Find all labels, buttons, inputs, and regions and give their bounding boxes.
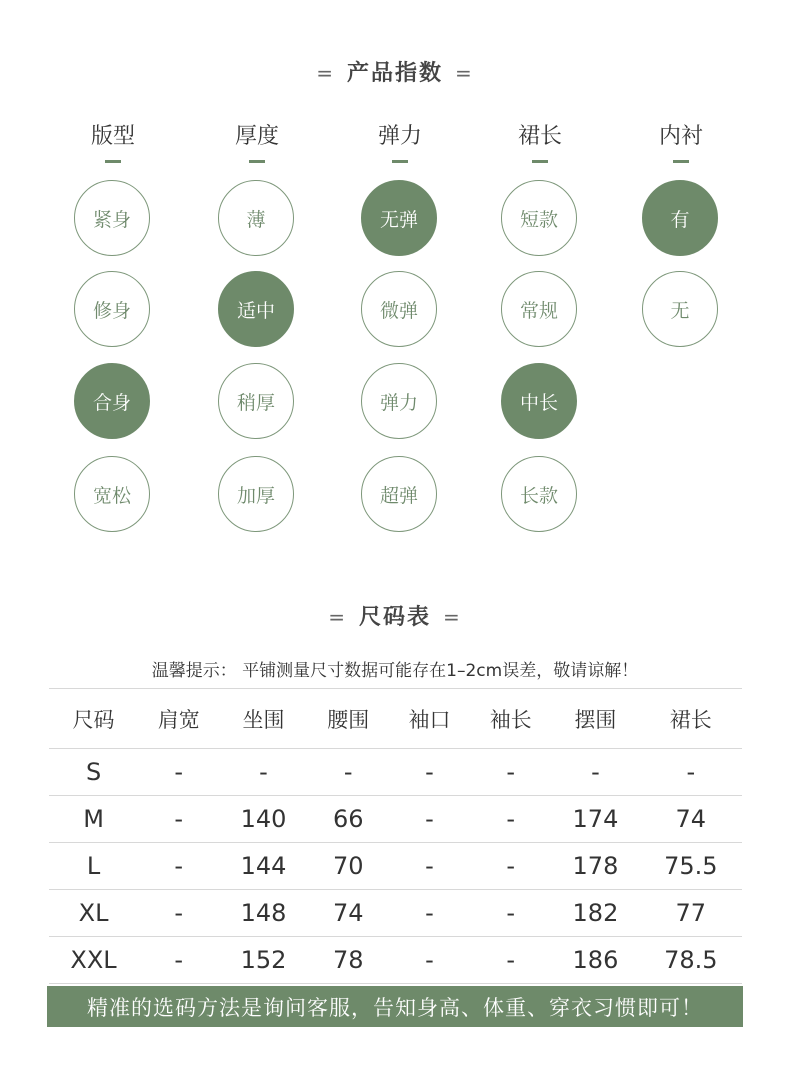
- product-index-title: [0, 56, 790, 87]
- index-column-label: 弹力: [377, 124, 422, 149]
- table-cell: M: [49, 796, 138, 843]
- index-option-selected: 合身: [74, 363, 150, 439]
- index-option: 微弹: [361, 271, 437, 347]
- size-table-header-cell: 袖长: [470, 689, 551, 749]
- index-option-selected: 无弹: [361, 180, 437, 256]
- index-column: [73, 120, 153, 507]
- table-cell: 144: [219, 843, 307, 890]
- size-chart-title: [0, 600, 790, 631]
- table-row: [49, 890, 742, 937]
- table-cell: XL: [49, 890, 138, 937]
- index-option-selected: 有: [642, 180, 718, 256]
- table-cell: 182: [551, 890, 639, 937]
- table-cell: -: [470, 937, 551, 984]
- table-cell: -: [551, 749, 639, 796]
- index-column-underline: [392, 160, 408, 163]
- size-table-body: [49, 749, 742, 984]
- size-table-header: [49, 689, 742, 749]
- index-column: [217, 120, 297, 507]
- index-column-label: 版型: [90, 124, 135, 149]
- table-row: [49, 843, 742, 890]
- size-table-header-cell: 肩宽: [138, 689, 219, 749]
- index-column: [641, 120, 721, 322]
- size-table-header-cell: 坐围: [219, 689, 307, 749]
- index-option: 加厚: [218, 456, 294, 532]
- index-option: 短款: [501, 180, 577, 256]
- table-cell: -: [389, 749, 470, 796]
- table-cell: -: [138, 843, 219, 890]
- index-column-underline: [105, 160, 121, 163]
- index-column-underline: [249, 160, 265, 163]
- index-column-underline: [532, 160, 548, 163]
- table-cell: 174: [551, 796, 639, 843]
- index-column-label: 内衬: [658, 124, 703, 149]
- table-cell: 186: [551, 937, 639, 984]
- size-table-header-cell: 裙长: [640, 689, 742, 749]
- table-cell: 66: [308, 796, 389, 843]
- table-cell: -: [470, 890, 551, 937]
- product-index-title-text: 产品指数: [346, 61, 443, 86]
- title-deco-left: =: [316, 61, 335, 85]
- table-cell: 178: [551, 843, 639, 890]
- title-deco-right: =: [443, 605, 462, 629]
- index-column: [360, 120, 440, 507]
- table-row: [49, 937, 742, 984]
- index-column-label: 厚度: [234, 124, 279, 149]
- index-option: 稍厚: [218, 363, 294, 439]
- index-option: 长款: [501, 456, 577, 532]
- table-cell: -: [138, 890, 219, 937]
- index-option: 弹力: [361, 363, 437, 439]
- index-column: [500, 120, 580, 507]
- table-cell: S: [49, 749, 138, 796]
- size-table-header-cell: 腰围: [308, 689, 389, 749]
- title-deco-right: =: [455, 61, 474, 85]
- size-chart-title-text: 尺码表: [358, 605, 431, 630]
- index-option-selected: 适中: [218, 271, 294, 347]
- size-table-header-cell: 尺码: [49, 689, 138, 749]
- index-option: 薄: [218, 180, 294, 256]
- size-table-header-cell: 摆围: [551, 689, 639, 749]
- table-cell: 75.5: [640, 843, 742, 890]
- index-option: 宽松: [74, 456, 150, 532]
- table-cell: 77: [640, 890, 742, 937]
- table-cell: -: [308, 749, 389, 796]
- table-cell: -: [640, 749, 742, 796]
- table-cell: -: [470, 843, 551, 890]
- table-cell: 74: [308, 890, 389, 937]
- table-cell: 78: [308, 937, 389, 984]
- size-advice-banner: 精准的选码方法是询问客服，告知身高、体重、穿衣习惯即可！: [47, 986, 743, 1027]
- table-row: [49, 796, 742, 843]
- table-cell: 74: [640, 796, 742, 843]
- table-cell: 78.5: [640, 937, 742, 984]
- table-cell: 148: [219, 890, 307, 937]
- index-column-label: 裙长: [517, 124, 562, 149]
- measurement-notice: 温馨提示： 平铺测量尺寸数据可能存在1–2cm误差，敬请谅解！: [151, 661, 639, 681]
- table-cell: -: [389, 796, 470, 843]
- index-option: 紧身: [74, 180, 150, 256]
- table-cell: -: [138, 937, 219, 984]
- index-option-selected: 中长: [501, 363, 577, 439]
- table-cell: -: [219, 749, 307, 796]
- index-column-underline: [673, 160, 689, 163]
- table-row: [49, 749, 742, 796]
- table-cell: L: [49, 843, 138, 890]
- table-cell: -: [470, 796, 551, 843]
- table-cell: -: [138, 749, 219, 796]
- index-option: 超弹: [361, 456, 437, 532]
- index-option: 修身: [74, 271, 150, 347]
- table-cell: 140: [219, 796, 307, 843]
- size-table: [49, 688, 742, 984]
- index-option: 无: [642, 271, 718, 347]
- table-cell: XXL: [49, 937, 138, 984]
- table-cell: -: [138, 796, 219, 843]
- table-cell: -: [389, 843, 470, 890]
- table-cell: 70: [308, 843, 389, 890]
- table-cell: -: [389, 890, 470, 937]
- table-cell: 152: [219, 937, 307, 984]
- index-option: 常规: [501, 271, 577, 347]
- size-table-header-cell: 袖口: [389, 689, 470, 749]
- table-cell: -: [470, 749, 551, 796]
- table-cell: -: [389, 937, 470, 984]
- title-deco-left: =: [328, 605, 347, 629]
